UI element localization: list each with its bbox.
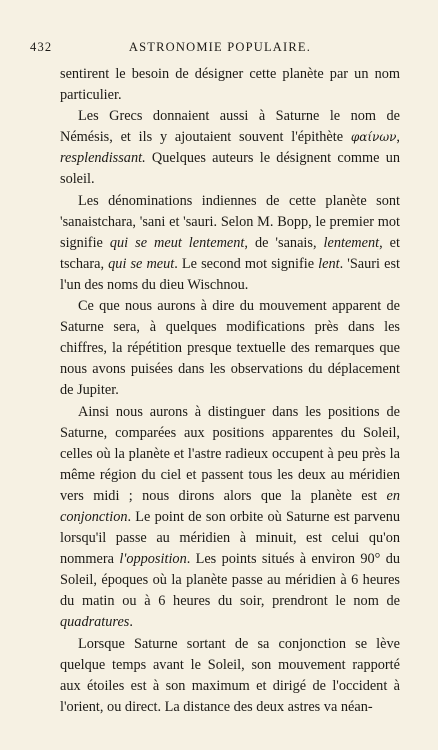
italic-text: quadratures (60, 614, 130, 631)
running-title: ASTRONOMIE POPULAIRE. (128, 40, 312, 54)
text-run: . Le point de son orbite où Saturne est parvenu lorsqu'il passe au méridien à minuit, est celui qu'on nommera (60, 508, 400, 568)
italic-text: l'opposition (119, 551, 187, 568)
paragraph (60, 64, 400, 106)
text-run: , de 'sanais, (244, 234, 324, 251)
text-run: Ainsi nous aurons à distinguer dans les positions de Saturne, comparées aux positions apparentes du Soleil, celles où la planète et l'astre radieux occupent à peu près la même région du ciel et passent tous les deux au méridien vers midi ; nous dirons alors que la planète est (60, 403, 400, 504)
text-run: Quelques auteurs le désignent comme un soleil. (60, 150, 400, 188)
text-run: Lorsque Saturne sortant de sa conjonction se lève quelque temps avant le Soleil, son mouvement rapporté aux étoiles est à son maximum et dirigé de l'occident à l'orient, ou direct. La distance des deux astres va néan- (60, 635, 400, 715)
italic-text: resplendissant. (60, 150, 146, 167)
paragraph (60, 191, 400, 296)
paragraph (60, 634, 400, 718)
text-run: . 'Sauri est l'un des noms du dieu Wischnou. (60, 255, 400, 293)
text-run: Ce que nous aurons à dire du mouvement apparent de Saturne sera, à quelques modifications près dans les chiffres, la répétition presque textuelle des remarques que nous avons puisées dans les observations du déplacement de Jupiter. (60, 298, 400, 399)
paragraph (60, 296, 400, 401)
text-run: Les dénominations indiennes de cette planète sont 'sanaistchara, 'sani et 'sauri. Selon M. Bopp, le premier mot signifie (60, 192, 400, 251)
italic-text: en conjonction (60, 487, 400, 525)
text-run: . Le second mot signifie (174, 255, 319, 272)
page-header (30, 40, 410, 58)
text-run: . Les points situés à environ 90° du Soleil, époques où la planète passe au méridien à 6 heures du matin ou à 6 heures du soir, prendront le nom de (60, 551, 400, 610)
italic-text: qui se meut lentement (109, 234, 245, 251)
italic-text: lentement (323, 234, 380, 251)
text-run: Les Grecs donnaient aussi à Saturne le nom de Némésis, et ils y ajoutaient souvent l'épithète (60, 108, 400, 146)
text-run: sentirent le besoin de désigner cette planète par un nom particulier. (60, 66, 400, 104)
paragraph (60, 106, 400, 190)
page-number: 432 (30, 40, 53, 54)
greek-word: φαίνων (350, 130, 397, 145)
text-run: , (396, 129, 400, 146)
italic-text: lent (318, 255, 340, 272)
italic-text: qui se meut (108, 255, 175, 272)
text-run: , et tschara, (60, 234, 400, 272)
body-text (60, 64, 400, 718)
paragraph (60, 402, 400, 634)
text-run: . (129, 614, 133, 631)
